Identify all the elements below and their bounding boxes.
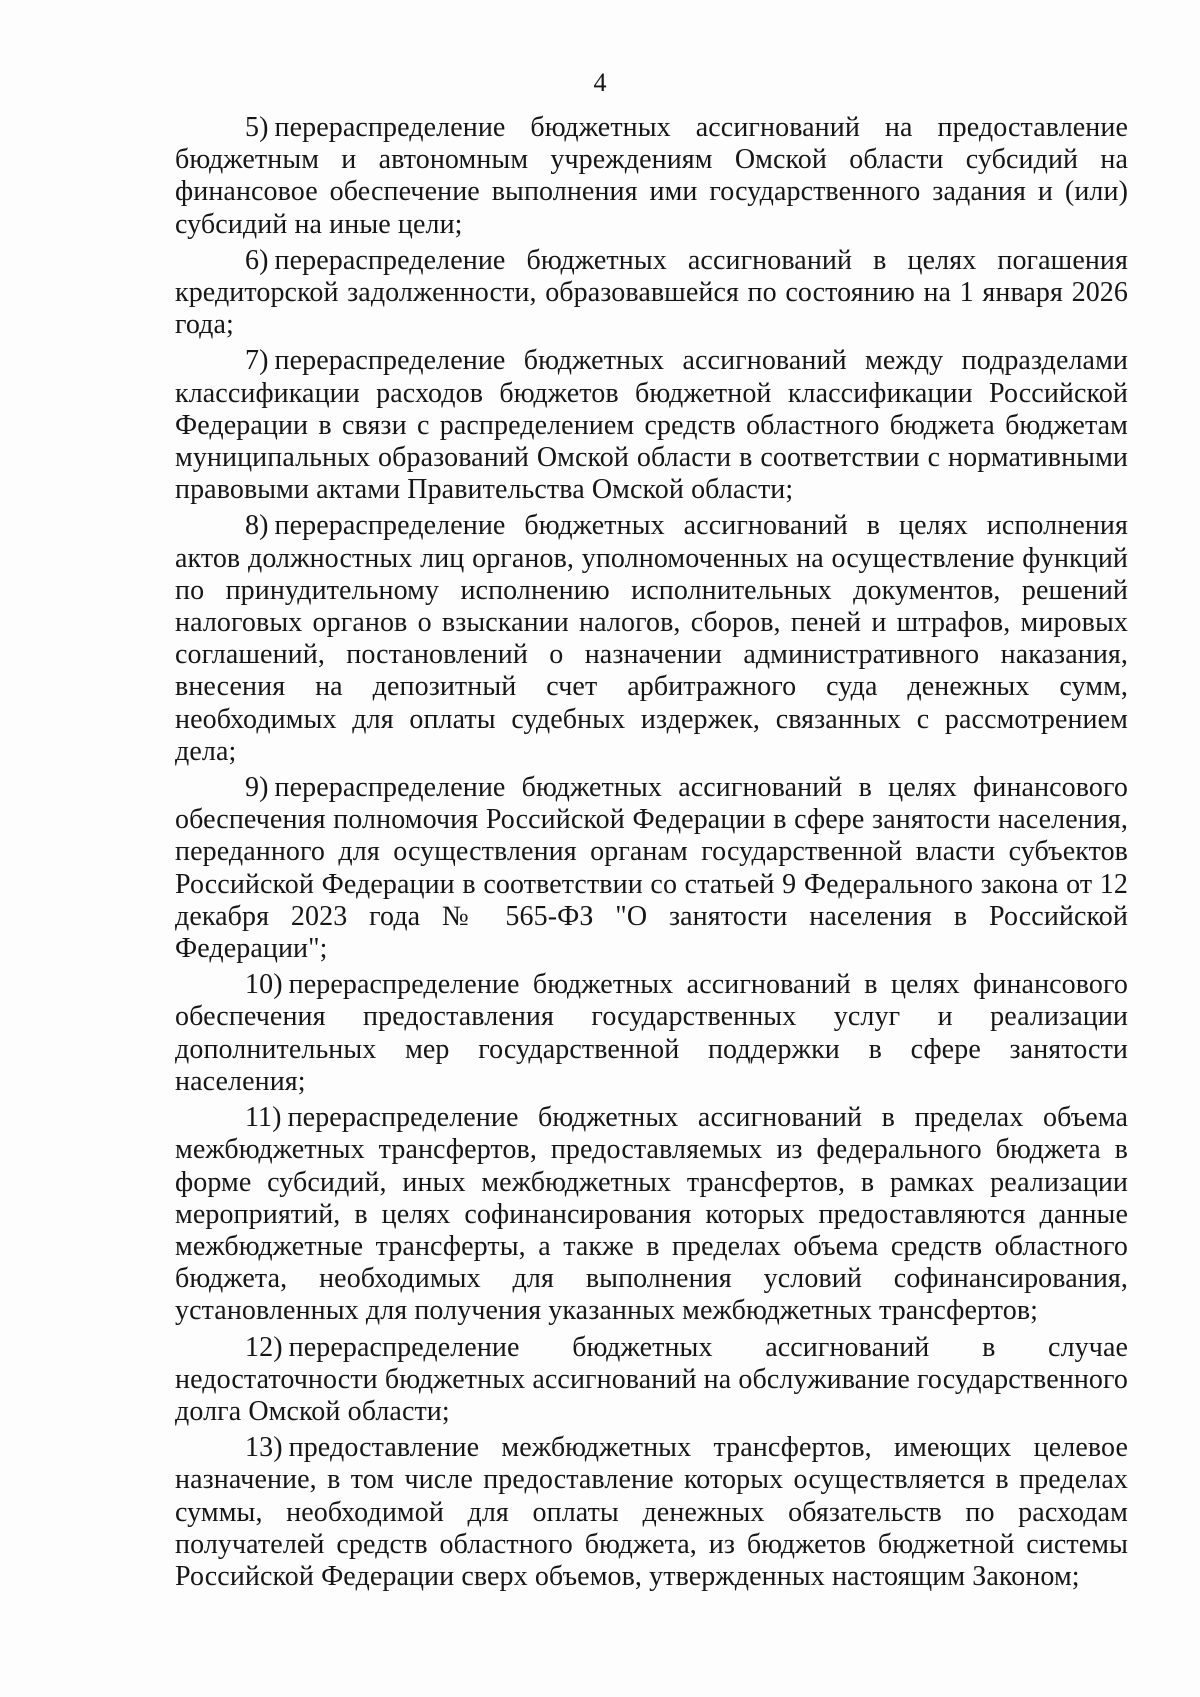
item-number: 5) (245, 112, 269, 143)
list-item-5 (175, 112, 1128, 241)
list-item-7 (175, 345, 1128, 506)
item-number: 11) (245, 1102, 282, 1134)
item-text: перераспределение бюджетных ассигнований между подразделами классификации расходов бюджетов бюджетной классификации Российской Федерации в связи с распределением средств областного бюджета бюджетам муниципальных образований Омской области в соответствии с нормативными правовыми актами Правительства Омской области; (175, 345, 1128, 506)
item-text: предоставление межбюджетных трансфертов, имеющих целевое назначение, в том числе предоставление которых осуществляется в пределах суммы, необходимой для оплаты денежных обязательств по расходам получателей средств областного бюджета, из бюджетов бюджетной системы Российской Федерации сверх объемов, утвержденных настоящим Законом; (175, 1432, 1128, 1592)
list-item-8 (175, 510, 1128, 768)
item-number: 6) (245, 244, 269, 276)
list-item-9 (175, 772, 1128, 965)
item-text: перераспределение бюджетных ассигнований в случае недостаточности бюджетных ассигнований на обслуживание государственного долга Омской области; (175, 1331, 1128, 1427)
item-number: 7) (245, 345, 269, 377)
list-item-13 (175, 1432, 1128, 1593)
item-number: 13) (245, 1432, 283, 1464)
document-body (175, 112, 1128, 1597)
item-number: 9) (245, 772, 269, 804)
item-number: 8) (245, 510, 269, 542)
list-item-11 (175, 1102, 1128, 1327)
list-item-12 (175, 1332, 1128, 1429)
item-number: 12) (245, 1331, 283, 1363)
item-text: перераспределение бюджетных ассигнований в целях финансового обеспечения полномочия Российской Федерации в сфере занятости населения, переданного для осуществления органам государственной власти субъектов Российской Федерации в соответствии со статьей 9 Федерального закона от 12 декабря 2023 года № 565-ФЗ "О занятости населения в Российской Федерации"; (175, 772, 1128, 965)
item-text: перераспределение бюджетных ассигнований на предоставление бюджетным и автономным учреждениям Омской области субсидий на финансовое обеспечение выполнения ими государственного задания и (или) субсидий на иные цели; (175, 112, 1128, 240)
item-text: перераспределение бюджетных ассигнований в целях погашения кредиторской задолженности, образовавшейся по состоянию на 1 января 2026 года; (175, 244, 1128, 341)
item-text: перераспределение бюджетных ассигнований в целях исполнения актов должностных лиц органов, уполномоченных на осуществление функций по принудительному исполнению исполнительных документов, решений налоговых органов о взыскании налогов, сборов, пеней и штрафов, мировых соглашений, постановлений о назначении административного наказания, внесения на депозитный счет арбитражного суда денежных сумм, необходимых для оплаты судебных издержек, связанных с рассмотрением дела; (175, 510, 1128, 767)
list-item-6 (175, 245, 1128, 342)
item-text: перераспределение бюджетных ассигнований в пределах объема межбюджетных трансфертов, предоставляемых из федерального бюджета в форме субсидий, иных межбюджетных трансфертов, в рамках реализации мероприятий, в целях софинансирования которых предоставляются данные межбюджетные трансферты, а также в пределах объема средств областного бюджета, необходимых для выполнения условий софинансирования, установленных для получения указанных межбюджетных трансфертов; (175, 1102, 1128, 1327)
list-item-10 (175, 969, 1128, 1098)
item-text: перераспределение бюджетных ассигнований в целях финансового обеспечения предоставления государственных услуг и реализации дополнительных мер государственной поддержки в сфере занятости населения; (175, 969, 1128, 1097)
item-number: 10) (245, 969, 283, 1001)
page-number: 4 (593, 68, 607, 97)
